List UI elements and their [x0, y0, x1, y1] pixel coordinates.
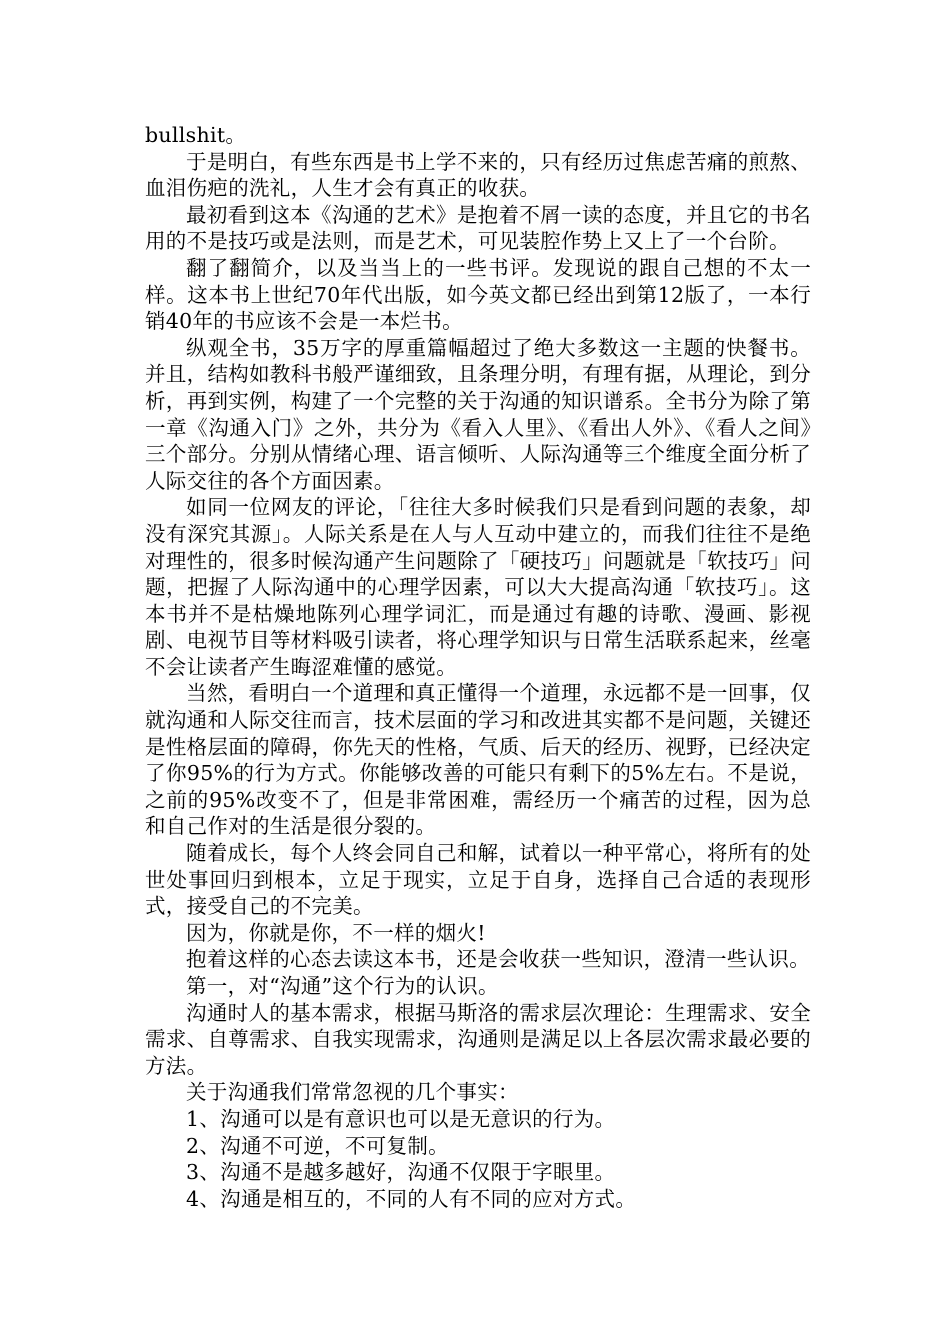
paragraph-6: 如同一位网友的评论，「往往大多时候我们只是看到问题的表象，却没有深究其源」。人际关系是在人与人互动中建立的，而我们往往不是绝对理性的，很多时候沟通产生问题除了「硬技巧」问题就是「软技巧」问题，把握了人际沟通中的心理学因素，可以大大提高沟通「软技巧」。这本书并不是枯燥地陈列心理学词汇，而是通过有趣的诗歌、漫画、影视剧、电视节目等材料吸引读者，将心理学知识与日常生活联系起来，丝毫不会让读者产生晦涩难懂的感觉。 [145, 495, 811, 679]
list-item-2: 2、沟通不可逆，不可复制。 [186, 1133, 449, 1158]
paragraph-7: 当然，看明白一个道理和真正懂得一个道理，永远都不是一回事，仅就沟通和人际交往而言，技术层面的学习和改进其实都不是问题，关键还是性格层面的障碍，你先天的性格，气质、后天的经历、视野，已经决定了你95%的行为方式。你能够改善的可能只有剩下的5%左右。不是说，之前的95%改变不了，但是非常困难，需经历一个痛苦的过程，因为总和自己作对的生活是很分裂的。 [145, 681, 811, 839]
paragraph-5: 纵观全书，35万字的厚重篇幅超过了绝大多数这一主题的快餐书。并且，结构如教科书般严谨细致，且条理分明，有理有据，从理论，到分析，再到实例，构建了一个完整的关于沟通的知识谱系。全书分为除了第一章《沟通入门》之外，共分为《看入人里》、《看出人外》、《看人之间》三个部分。分别从情绪心理、语言倾听、人际沟通等三个维度全面分析了人际交往的各个方面因素。 [145, 335, 811, 493]
paragraph-13: 关于沟通我们常常忽视的几个事实： [186, 1080, 519, 1105]
paragraph-10: 抱着这样的心态去读这本书，还是会收获一些知识，澄清一些认识。 [186, 947, 810, 972]
paragraph-11: 第一，对“沟通”这个行为的认识。 [186, 974, 499, 998]
document-page [145, 122, 811, 1212]
paragraph-2: 于是明白，有些东西是书上学不来的，只有经历过焦虑苦痛的煎熬、血泪伤疤的洗礼，人生才会有真正的收获。 [145, 149, 811, 201]
paragraph-3: 最初看到这本《沟通的艺术》是抱着不屑一读的态度，并且它的书名用的不是技巧或是法则，而是艺术，可见装腔作势上又上了一个台阶。 [145, 202, 811, 254]
list-item-3: 3、沟通不是越多越好，沟通不仅限于字眼里。 [186, 1160, 616, 1185]
paragraph-1: bullshit。 [145, 123, 247, 147]
paragraph-8: 随着成长，每个人终会同自己和解，试着以一种平常心，将所有的处世处事回归到根本，立足于现实，立足于自身，选择自己合适的表现形式，接受自己的不完美。 [145, 841, 811, 919]
paragraph-9: 因为，你就是你，不一样的烟火! [186, 920, 486, 945]
list-item-1: 1、沟通可以是有意识也可以是无意识的行为。 [186, 1106, 616, 1131]
paragraph-4: 翻了翻简介，以及当当上的一些书评。发现说的跟自己想的不太一样。这本书上世纪70年代出版，如今英文都已经出到第12版了，一本行销40年的书应该不会是一本烂书。 [145, 255, 811, 334]
list-item-4: 4、沟通是相互的，不同的人有不同的应对方式。 [186, 1186, 637, 1211]
paragraph-12: 沟通时人的基本需求，根据马斯洛的需求层次理论：生理需求、安全需求、自尊需求、自我实现需求，沟通则是满足以上各层次需求最必要的方法。 [145, 1000, 811, 1078]
